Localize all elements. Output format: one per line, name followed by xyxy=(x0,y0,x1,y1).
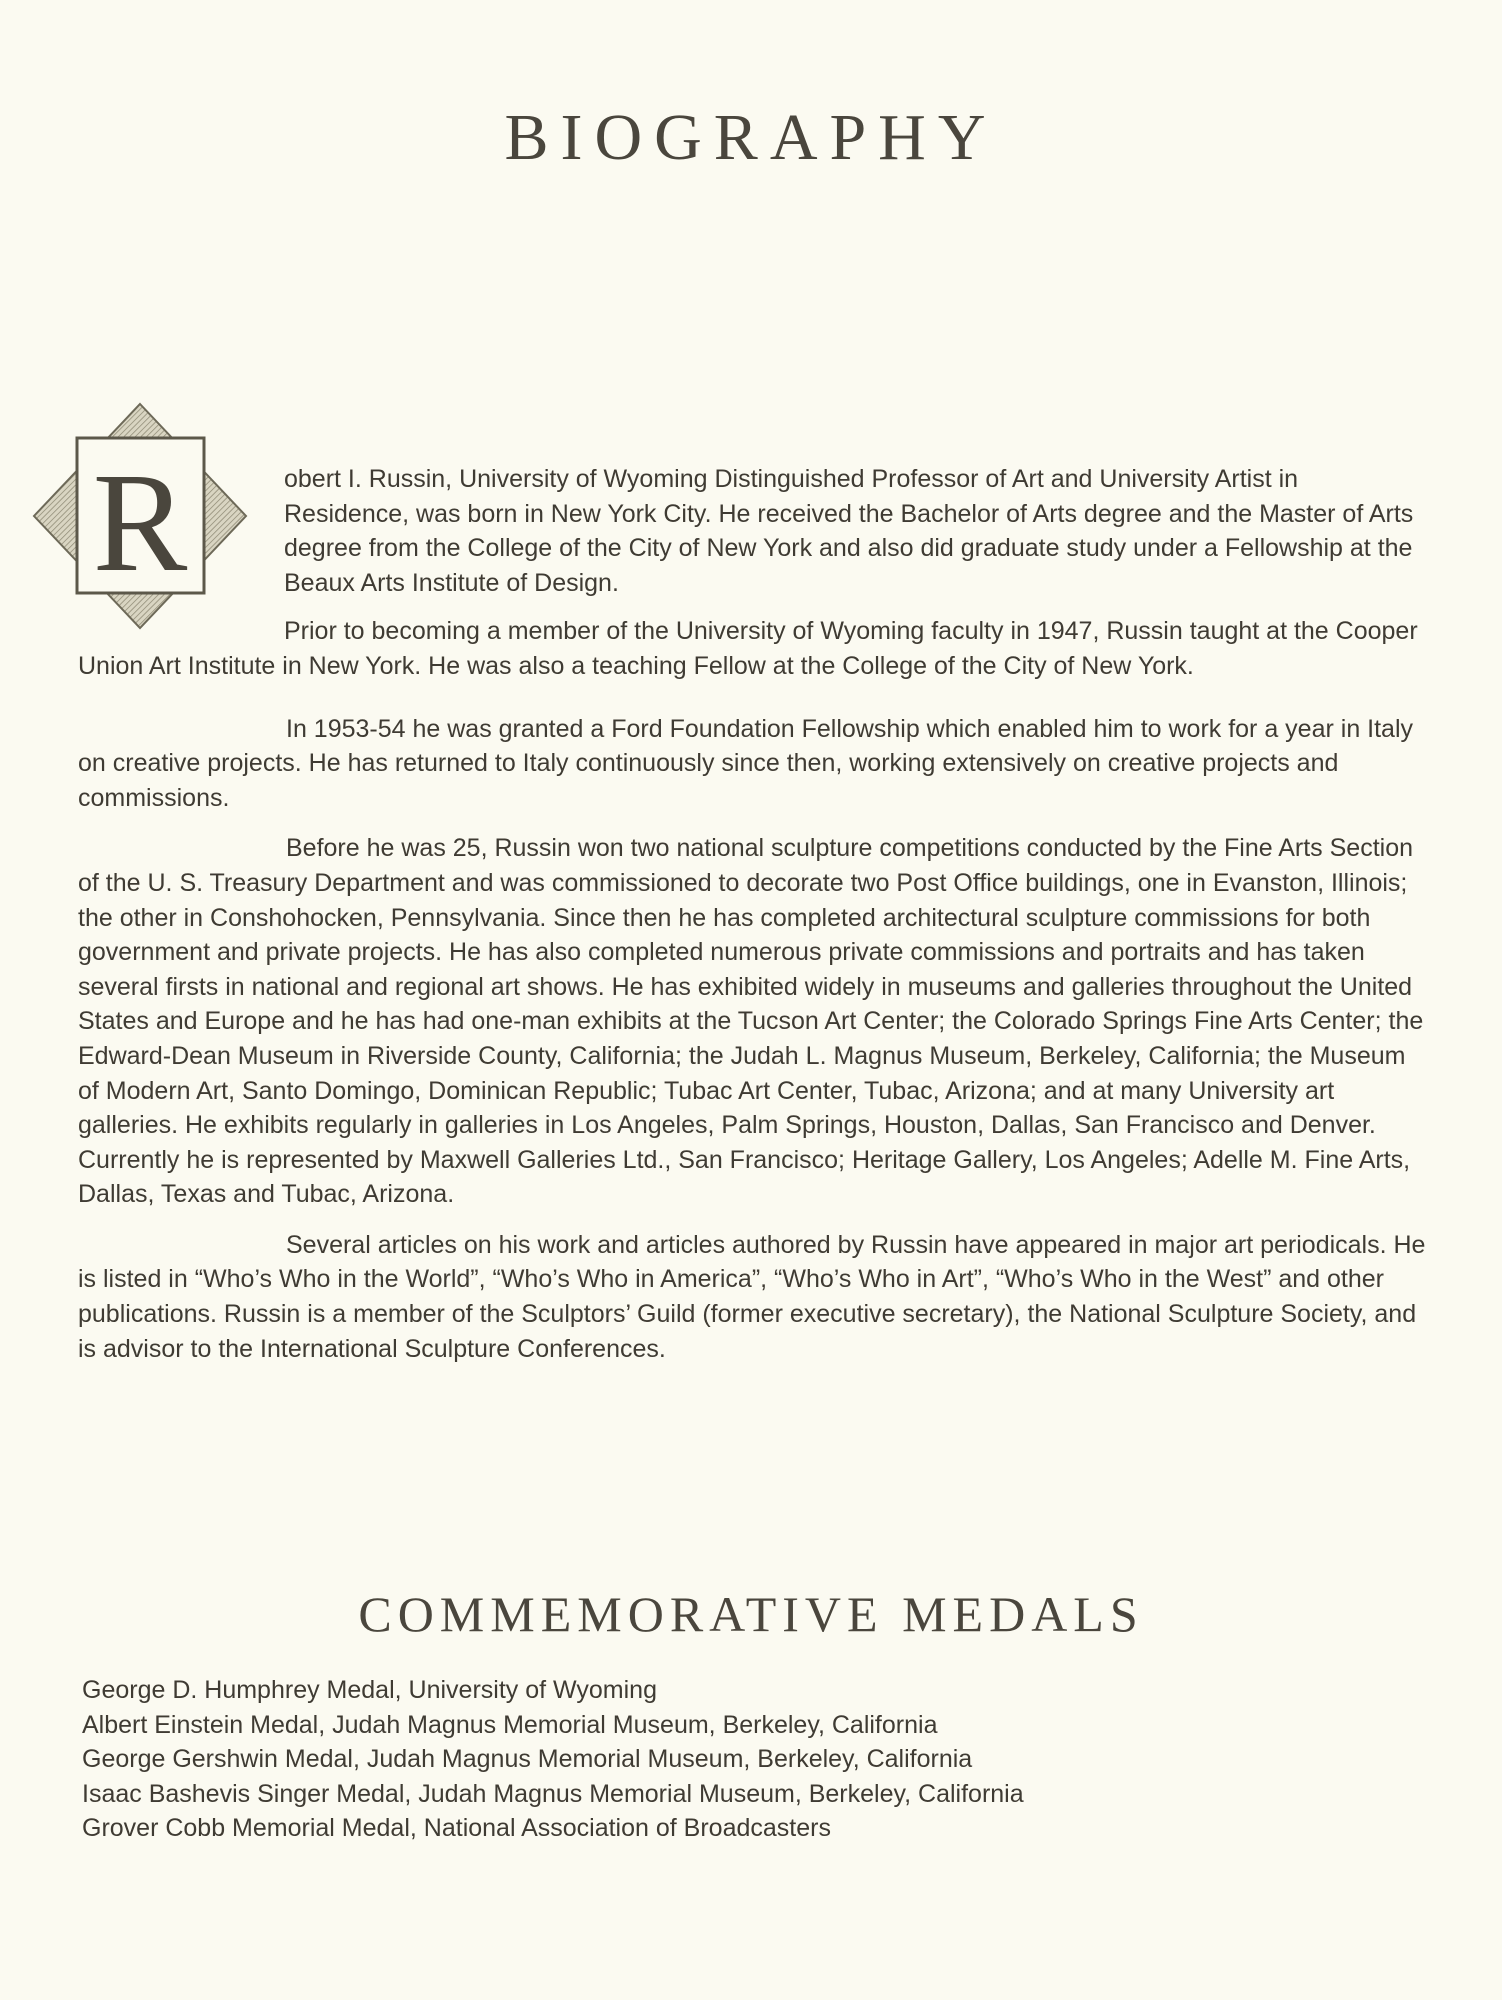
bio-paragraph-4: Before he was 25, Russin won two national sculpture competitions conducted by the Fine Arts Section of the U. S. Treasury Department and was commissioned to decorate two Post Office buildings, one in Evanston, Illinois; the other in Conshohocken, Pennsylvania. Since then he has completed architectural sculpture commissions for both government and private projects. He has also completed numerous private commissions and portraits and has taken several firsts in national and regional art shows. He has exhibited widely in museums and galleries throughout the United States and Europe and he has had one-man exhibits at the Tucson Art Center; the Colorado Springs Fine Arts Center; the Edward-Dean Museum in Riverside County, California; the Judah L. Magnus Museum, Berkeley, California; the Museum of Modern Art, Santo Domingo, Dominican Republic; Tubac Art Center, Tubac, Arizona; and at many University art galleries. He exhibits regularly in galleries in Los Angeles, Palm Springs, Houston, Dallas, San Francisco and Denver. Currently he is represented by Maxwell Galleries Ltd., San Francisco; Heritage Gallery, Los Angeles; Adelle M. Fine Arts, Dallas, Texas and Tubac, Arizona. xyxy=(78,834,1424,1209)
dropcap-letter: R xyxy=(92,443,188,601)
list-item: George D. Humphrey Medal, University of Wyoming xyxy=(82,1676,657,1704)
medals-list xyxy=(82,1673,1382,1846)
medals-heading: COMMEMORATIVE MEDALS xyxy=(358,1586,1144,1642)
bio-paragraph-1: obert I. Russin, University of Wyoming Distinguished Professor of Art and University Artist in Residence, was born in New York City. He received the Bachelor of Arts degree and the Master of Arts degree from the College of the City of New York and also did graduate study under a Fellowship at the Beaux Arts Institute of Design. xyxy=(284,465,1414,597)
biography-body xyxy=(78,462,1428,1382)
list-item: Grover Cobb Memorial Medal, National Association of Broadcasters xyxy=(82,1814,831,1843)
list-item: Isaac Bashevis Singer Medal, Judah Magnus Memorial Museum, Berkeley, California xyxy=(82,1779,1024,1808)
list-item: George Gershwin Medal, Judah Magnus Memorial Museum, Berkeley, California xyxy=(82,1745,973,1774)
list-item: Albert Einstein Medal, Judah Magnus Memorial Museum, Berkeley, California xyxy=(82,1710,938,1739)
page-title: BIOGRAPHY xyxy=(504,101,998,174)
bio-paragraph-2: Prior to becoming a member of the University of Wyoming faculty in 1947, Russin taught at the Cooper Union Art Institute in New York. He was also a teaching Fellow at the College of the City of New York. xyxy=(78,617,1418,680)
bio-paragraph-5: Several articles on his work and articles authored by Russin have appeared in major art periodicals. He is listed in “Who’s Who in the World”, “Who’s Who in America”, “Who’s Who in Art”, “Who’s Who in the West” and other publications. Russin is a member of the Sculptors’ Guild (former executive secretary), the National Sculpture Society, and is advisor to the International Sculpture Conferences. xyxy=(78,1230,1426,1363)
bio-paragraph-3: In 1953-54 he was granted a Ford Foundation Fellowship which enabled him to work for a year in Italy on creative projects. He has returned to Italy continuously since then, working extensively on creative projects and commissions. xyxy=(78,714,1414,812)
